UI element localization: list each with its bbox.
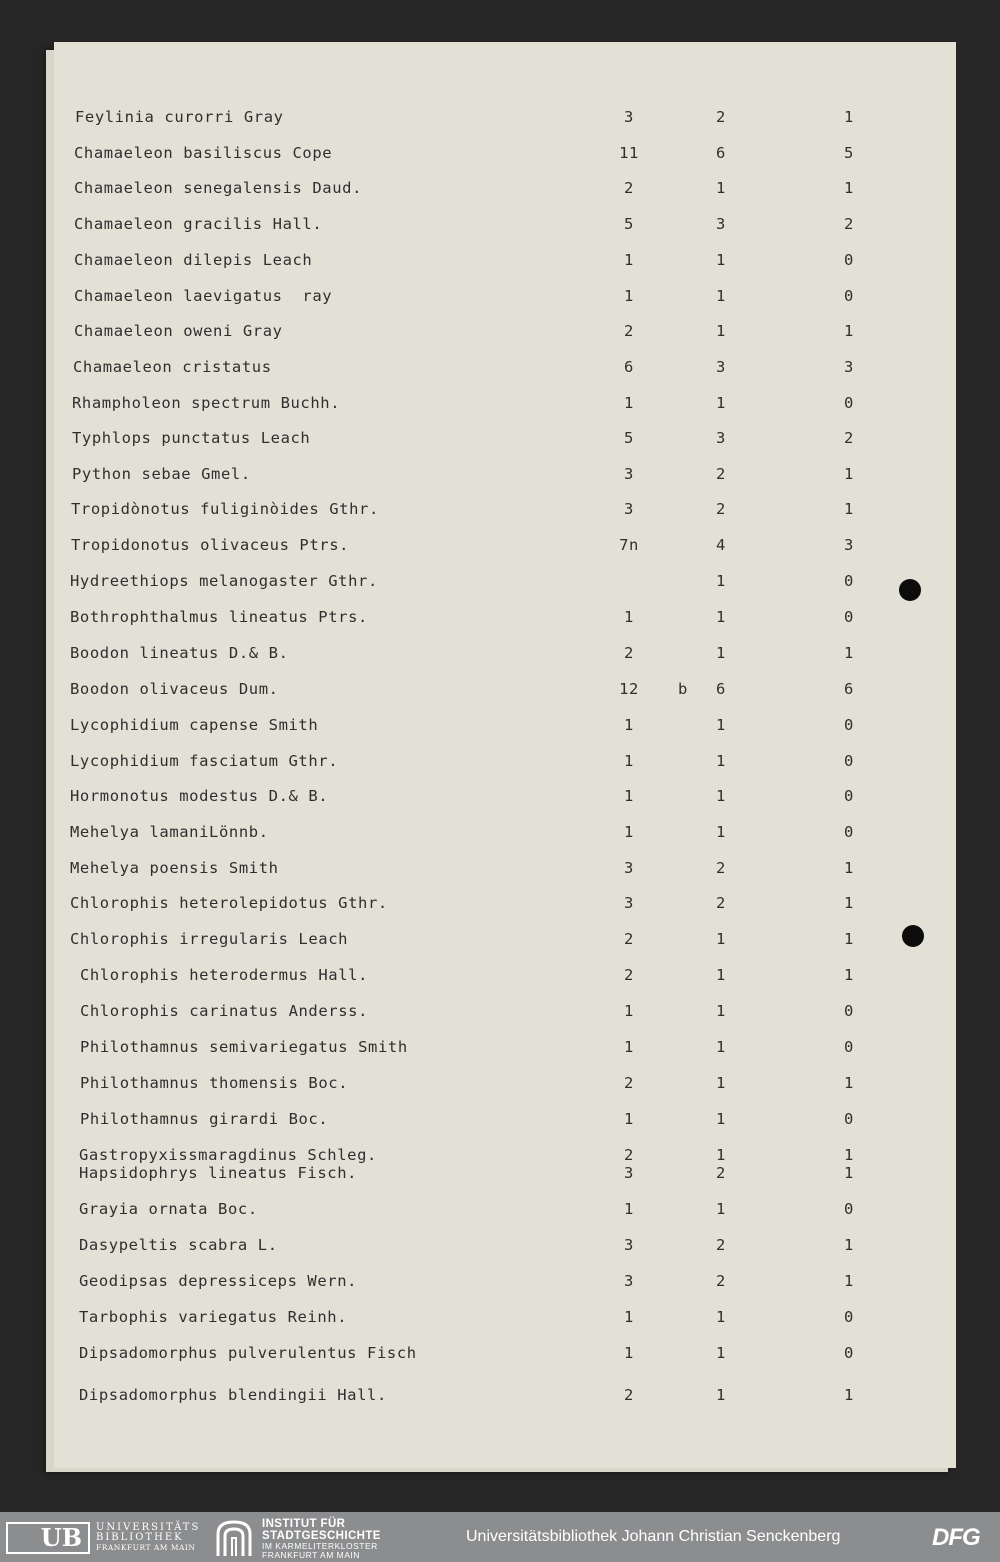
count-second: 1 bbox=[716, 394, 726, 412]
count-second: 6 bbox=[716, 144, 726, 162]
species-name: Chamaeleon oweni Gray bbox=[74, 322, 283, 340]
count-third: 3 bbox=[844, 358, 854, 376]
ub-logo-line3: FRANKFURT AM MAIN bbox=[96, 1543, 196, 1552]
species-name: Mehelya poensis Smith bbox=[70, 859, 279, 877]
count-total: 2 bbox=[624, 1074, 634, 1092]
species-name: Geodipsas depressiceps Wern. bbox=[79, 1272, 358, 1290]
count-third: 1 bbox=[844, 859, 854, 877]
count-total: 1 bbox=[624, 287, 634, 305]
species-name: Chlorophis irregularis Leach bbox=[70, 930, 349, 948]
count-total: 1 bbox=[624, 1002, 634, 1020]
count-total: 3 bbox=[624, 894, 634, 912]
count-total: 3 bbox=[624, 1272, 634, 1290]
typed-page bbox=[54, 42, 956, 1468]
count-total: 2 bbox=[624, 644, 634, 662]
count-total: 2 bbox=[624, 322, 634, 340]
count-third: 3 bbox=[844, 536, 854, 554]
count-total: 2 bbox=[624, 179, 634, 197]
count-third: 0 bbox=[844, 752, 854, 770]
table-row bbox=[54, 1038, 956, 1062]
count-second: 1 bbox=[716, 1110, 726, 1128]
count-total: 2 bbox=[624, 966, 634, 984]
species-name: Hydreethiops melanogaster Gthr. bbox=[70, 572, 378, 590]
count-third: 1 bbox=[844, 930, 854, 948]
species-name: Boodon olivaceus Dum. bbox=[70, 680, 279, 698]
count-second: 1 bbox=[716, 644, 726, 662]
ub-logo-text bbox=[96, 1523, 200, 1553]
count-second: 2 bbox=[716, 500, 726, 518]
count-total: 1 bbox=[624, 1344, 634, 1362]
count-total: 1 bbox=[624, 823, 634, 841]
count-third: 0 bbox=[844, 394, 854, 412]
count-second: 1 bbox=[716, 322, 726, 340]
count-third: 2 bbox=[844, 429, 854, 447]
count-second: 1 bbox=[716, 251, 726, 269]
species-name: Rhampholeon spectrum Buchh. bbox=[72, 394, 341, 412]
table-row bbox=[54, 644, 956, 668]
count-second: 1 bbox=[716, 179, 726, 197]
count-second: 1 bbox=[716, 930, 726, 948]
count-second: 1 bbox=[716, 1386, 726, 1404]
table-row bbox=[54, 1164, 956, 1188]
count-third: 1 bbox=[844, 1272, 854, 1290]
count-third: 1 bbox=[844, 1236, 854, 1254]
table-row bbox=[54, 1344, 956, 1368]
isg-logo-text bbox=[262, 1518, 381, 1560]
count-third: 1 bbox=[844, 894, 854, 912]
count-total: 2 bbox=[624, 930, 634, 948]
ub-logo-line2: BIBLIOTHEK bbox=[96, 1532, 184, 1543]
count-third: 1 bbox=[844, 465, 854, 483]
species-name: Hormonotus modestus D.& B. bbox=[70, 787, 329, 805]
species-name: Typhlops punctatus Leach bbox=[72, 429, 311, 447]
species-name: Bothrophthalmus lineatus Ptrs. bbox=[70, 608, 368, 626]
count-total: 5 bbox=[624, 215, 634, 233]
species-name: Philothamnus girardi Boc. bbox=[80, 1110, 329, 1128]
count-third: 1 bbox=[844, 1074, 854, 1092]
count-third: 5 bbox=[844, 144, 854, 162]
species-name: Chamaeleon dilepis Leach bbox=[74, 251, 313, 269]
count-total: 11 bbox=[619, 144, 639, 162]
table-row bbox=[54, 1110, 956, 1134]
count-third: 0 bbox=[844, 1038, 854, 1056]
table-row bbox=[54, 108, 956, 132]
count-second: 1 bbox=[716, 1146, 726, 1164]
table-row bbox=[54, 144, 956, 168]
table-row bbox=[54, 500, 956, 524]
count-total: 1 bbox=[624, 1308, 634, 1326]
isg-line1: INSTITUT FÜR bbox=[262, 1518, 346, 1530]
table-row bbox=[54, 1236, 956, 1260]
ub-mark: UB bbox=[6, 1522, 90, 1554]
count-second: 4 bbox=[716, 536, 726, 554]
count-second: 1 bbox=[716, 287, 726, 305]
count-third: 6 bbox=[844, 680, 854, 698]
table-row bbox=[54, 394, 956, 418]
species-name: Dasypeltis scabra L. bbox=[79, 1236, 278, 1254]
count-third: 1 bbox=[844, 500, 854, 518]
count-second: 2 bbox=[716, 465, 726, 483]
count-third: 1 bbox=[844, 1386, 854, 1404]
species-name: Chlorophis heterodermus Hall. bbox=[80, 966, 369, 984]
count-second: 1 bbox=[716, 787, 726, 805]
count-third: 1 bbox=[844, 966, 854, 984]
species-name: Tropidonotus olivaceus Ptrs. bbox=[71, 536, 350, 554]
count-third: 1 bbox=[844, 1146, 854, 1164]
table-row bbox=[54, 1386, 956, 1410]
count-total: 3 bbox=[624, 500, 634, 518]
species-name: Feylinia curorri Gray bbox=[75, 108, 284, 126]
species-name: Dipsadomorphus blendingii Hall. bbox=[79, 1386, 387, 1404]
count-total: 3 bbox=[624, 465, 634, 483]
table-row bbox=[54, 429, 956, 453]
count-second: 2 bbox=[716, 859, 726, 877]
species-name: Tarbophis variegatus Reinh. bbox=[79, 1308, 348, 1326]
species-name: Philothamnus semivariegatus Smith bbox=[80, 1038, 408, 1056]
count-total: 1 bbox=[624, 787, 634, 805]
count-second: 2 bbox=[716, 108, 726, 126]
table-row bbox=[54, 1002, 956, 1026]
count-second: 1 bbox=[716, 1074, 726, 1092]
count-total: 3 bbox=[624, 1236, 634, 1254]
count-second: 2 bbox=[716, 894, 726, 912]
isg-line2: STADTGESCHICHTE bbox=[262, 1530, 381, 1542]
count-total: 2 bbox=[624, 1386, 634, 1404]
count-second: 1 bbox=[716, 966, 726, 984]
isg-line3: IM KARMELITERKLOSTER bbox=[262, 1541, 378, 1551]
ub-logo-line1: UNIVERSITÄTS bbox=[96, 1522, 201, 1533]
count-second: 1 bbox=[716, 823, 726, 841]
table-row bbox=[54, 1074, 956, 1098]
count-third: 2 bbox=[844, 215, 854, 233]
species-name: Chamaeleon basiliscus Cope bbox=[74, 144, 333, 162]
count-total: 1 bbox=[624, 608, 634, 626]
table-row bbox=[54, 680, 956, 704]
count-third: 0 bbox=[844, 1200, 854, 1218]
table-row bbox=[54, 716, 956, 740]
table-row bbox=[54, 251, 956, 275]
count-second: 3 bbox=[716, 358, 726, 376]
table-row bbox=[54, 358, 956, 382]
count-second: 1 bbox=[716, 1038, 726, 1056]
count-third: 0 bbox=[844, 251, 854, 269]
table-row bbox=[54, 322, 956, 346]
count-third: 1 bbox=[844, 108, 854, 126]
count-third: 0 bbox=[844, 572, 854, 590]
species-name: Lycophidium capense Smith bbox=[70, 716, 319, 734]
species-name: Chamaeleon cristatus bbox=[73, 358, 272, 376]
count-third: 0 bbox=[844, 1002, 854, 1020]
species-name: Dipsadomorphus pulverulentus Fisch bbox=[79, 1344, 417, 1362]
count-third: 0 bbox=[844, 1110, 854, 1128]
species-name: Hapsidophrys lineatus Fisch. bbox=[79, 1164, 358, 1182]
count-second: 2 bbox=[716, 1164, 726, 1182]
species-name: Chamaeleon laevigatus ray bbox=[74, 287, 333, 305]
count-third: 0 bbox=[844, 1308, 854, 1326]
count-second: 3 bbox=[716, 215, 726, 233]
table-row bbox=[54, 930, 956, 954]
count-third: 0 bbox=[844, 716, 854, 734]
count-second: 1 bbox=[716, 752, 726, 770]
margin-mark: b bbox=[678, 680, 688, 698]
species-name: Chamaeleon gracilis Hall. bbox=[74, 215, 323, 233]
count-total: 1 bbox=[624, 716, 634, 734]
count-third: 1 bbox=[844, 644, 854, 662]
punch-hole-lower bbox=[902, 925, 924, 947]
footer-bar bbox=[0, 1512, 1000, 1562]
species-name: Boodon lineatus D.& B. bbox=[70, 644, 289, 662]
count-second: 1 bbox=[716, 572, 726, 590]
count-total: 2 bbox=[624, 1146, 634, 1164]
count-total: 1 bbox=[624, 1110, 634, 1128]
count-second: 6 bbox=[716, 680, 726, 698]
count-second: 1 bbox=[716, 1308, 726, 1326]
table-row bbox=[54, 859, 956, 883]
table-row bbox=[54, 572, 956, 596]
species-name: Chamaeleon senegalensis Daud. bbox=[74, 179, 363, 197]
count-total: 7n bbox=[619, 536, 639, 554]
table-row bbox=[54, 179, 956, 203]
library-name[interactable]: Universitätsbibliothek Johann Christian Senckenberg bbox=[466, 1528, 841, 1545]
species-name: Gastropyxissmaragdinus Schleg. bbox=[79, 1146, 377, 1164]
count-second: 1 bbox=[716, 1344, 726, 1362]
species-name: Chlorophis carinatus Anderss. bbox=[80, 1002, 369, 1020]
count-total: 3 bbox=[624, 1164, 634, 1182]
table-row bbox=[54, 1200, 956, 1224]
species-name: Philothamnus thomensis Boc. bbox=[80, 1074, 349, 1092]
table-row bbox=[54, 536, 956, 560]
count-total: 1 bbox=[624, 752, 634, 770]
table-row bbox=[54, 465, 956, 489]
count-second: 1 bbox=[716, 716, 726, 734]
count-second: 2 bbox=[716, 1272, 726, 1290]
species-name: Mehelya lamaniLönnb. bbox=[70, 823, 269, 841]
count-total: 1 bbox=[624, 251, 634, 269]
isg-logo[interactable] bbox=[214, 1518, 454, 1558]
isg-line4: FRANKFURT AM MAIN bbox=[262, 1550, 360, 1560]
ub-logo[interactable] bbox=[6, 1520, 201, 1556]
table-row bbox=[54, 1308, 956, 1332]
count-third: 1 bbox=[844, 322, 854, 340]
count-third: 0 bbox=[844, 287, 854, 305]
count-third: 1 bbox=[844, 179, 854, 197]
count-second: 1 bbox=[716, 608, 726, 626]
species-name: Lycophidium fasciatum Gthr. bbox=[70, 752, 339, 770]
count-total: 1 bbox=[624, 1038, 634, 1056]
species-name: Grayia ornata Boc. bbox=[79, 1200, 258, 1218]
count-second: 3 bbox=[716, 429, 726, 447]
table-row bbox=[54, 894, 956, 918]
species-name: Tropidònotus fuliginòides Gthr. bbox=[71, 500, 379, 518]
species-name: Chlorophis heterolepidotus Gthr. bbox=[70, 894, 388, 912]
count-second: 2 bbox=[716, 1236, 726, 1254]
count-total: 3 bbox=[624, 108, 634, 126]
dfg-logo[interactable]: DFG bbox=[932, 1524, 980, 1551]
count-third: 0 bbox=[844, 787, 854, 805]
species-name: Python sebae Gmel. bbox=[72, 465, 251, 483]
count-total: 1 bbox=[624, 1200, 634, 1218]
count-third: 0 bbox=[844, 608, 854, 626]
count-second: 1 bbox=[716, 1002, 726, 1020]
isg-arch-icon bbox=[214, 1520, 254, 1556]
table-row bbox=[54, 966, 956, 990]
table-row bbox=[54, 1272, 956, 1296]
count-total: 5 bbox=[624, 429, 634, 447]
count-total: 3 bbox=[624, 859, 634, 877]
count-third: 0 bbox=[844, 823, 854, 841]
table-row bbox=[54, 752, 956, 776]
table-row bbox=[54, 287, 956, 311]
table-row bbox=[54, 823, 956, 847]
count-second: 1 bbox=[716, 1200, 726, 1218]
table-row bbox=[54, 215, 956, 239]
count-total: 12 bbox=[619, 680, 639, 698]
count-total: 6 bbox=[624, 358, 634, 376]
count-total: 1 bbox=[624, 394, 634, 412]
table-row bbox=[54, 787, 956, 811]
count-third: 1 bbox=[844, 1164, 854, 1182]
count-third: 0 bbox=[844, 1344, 854, 1362]
punch-hole-upper bbox=[899, 579, 921, 601]
table-row bbox=[54, 608, 956, 632]
